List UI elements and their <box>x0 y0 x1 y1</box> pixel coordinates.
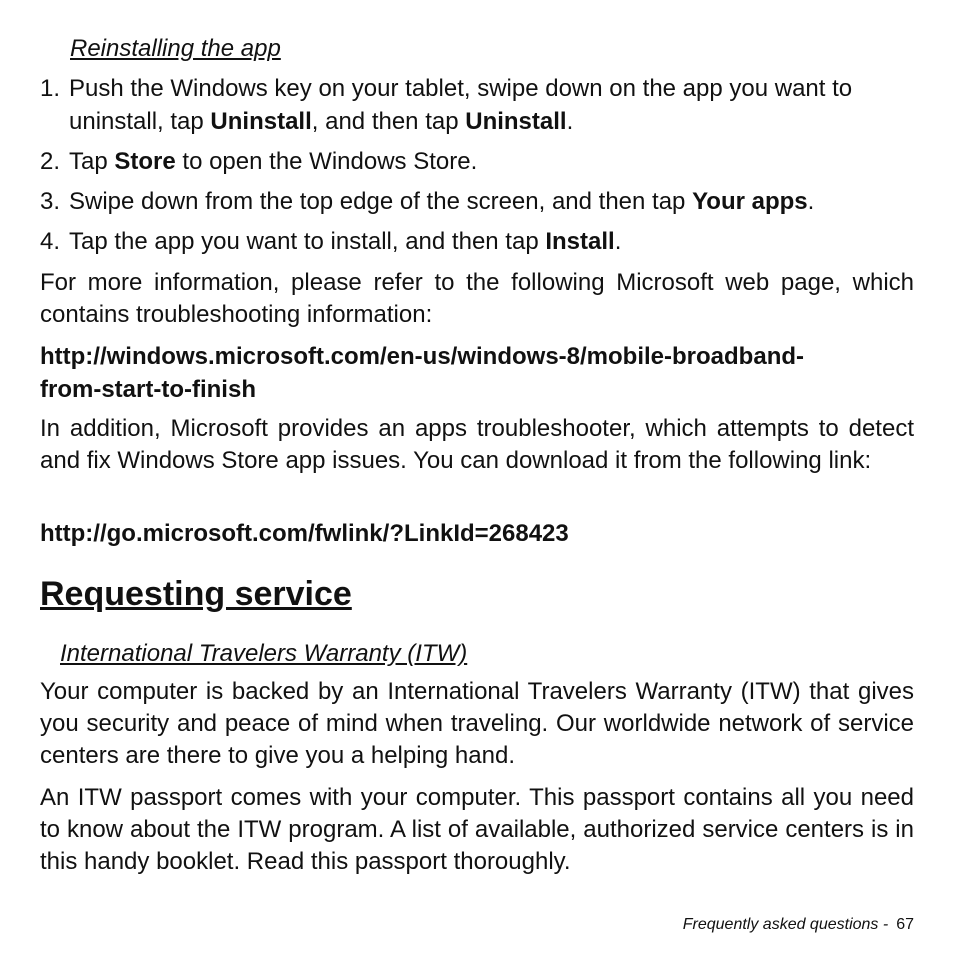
url-link-line-1[interactable]: http://windows.microsoft.com/en-us/windows-8/mobile-broadband- <box>40 343 805 370</box>
step-number: 1. <box>40 75 61 102</box>
step-text <box>69 185 914 218</box>
url-link-line-2[interactable]: from-start-to-finish <box>40 376 256 403</box>
step-text <box>69 225 914 258</box>
heading-block <box>40 574 914 614</box>
step-item <box>40 225 914 258</box>
step-ui-term: Your apps <box>692 188 808 215</box>
step-text-run: to open the Windows Store. <box>175 148 478 175</box>
page-number: 67 <box>896 916 914 933</box>
itw-paragraph-1: Your computer is backed by an International Travelers Warranty (ITW) that gives you security and peace of mind when traveling. Our worldwide network of service centers are there to give you a helping hand. <box>40 678 914 769</box>
page-heading: Requesting service <box>40 575 352 613</box>
subheading-itw: International Travelers Warranty (ITW) <box>60 640 468 667</box>
troubleshooter-block <box>40 413 914 477</box>
step-ui-term: Store <box>114 148 176 175</box>
reinstall-steps-list <box>40 72 914 265</box>
step-ui-term: Uninstall <box>210 108 312 135</box>
step-number: 3. <box>40 188 61 215</box>
more-info-block <box>40 267 914 331</box>
step-item <box>40 145 914 178</box>
url-block-1 <box>40 340 914 406</box>
step-text-run: Tap <box>69 148 115 175</box>
step-text-run: . <box>614 228 622 255</box>
url-block-2 <box>40 517 914 550</box>
step-text-run: . <box>566 108 574 135</box>
step-number: 4. <box>40 228 61 255</box>
step-ui-term: Install <box>545 228 615 255</box>
subheading-itw-block <box>60 638 934 670</box>
step-text-run: Swipe down from the top edge of the screen, and then tap <box>69 188 693 215</box>
itw-paragraph-2: An ITW passport comes with your computer. This passport contains all you need to know about the ITW program. A list of available, authorized service centers is in this handy booklet. Read this passport thoroughly. <box>40 784 914 875</box>
step-ui-term: Uninstall <box>465 108 567 135</box>
page-footer <box>683 916 914 934</box>
step-text-run: Tap the app you want to install, and then tap <box>69 228 546 255</box>
itw-paragraph-2-block <box>40 782 914 878</box>
step-text-run: Push the Windows key on your tablet, swipe down on the app you want to uninstall, tap <box>69 75 853 135</box>
troubleshooter-paragraph: In addition, Microsoft provides an apps troubleshooter, which attempts to detect and fix Windows Store app issues. You can download it from the following link: <box>40 415 914 474</box>
itw-paragraph-1-block <box>40 676 914 772</box>
more-info-paragraph: For more information, please refer to the following Microsoft web page, which contains troubleshooting information: <box>40 269 914 328</box>
footer-label: Frequently asked questions - <box>682 916 889 933</box>
step-text <box>69 72 914 138</box>
step-number: 2. <box>40 148 61 175</box>
step-item <box>40 72 914 138</box>
step-text-run: . <box>807 188 815 215</box>
subheading-reinstalling: Reinstalling the app <box>70 35 281 62</box>
step-item <box>40 185 914 218</box>
step-text <box>69 145 914 178</box>
step-text-run: , and then tap <box>311 108 466 135</box>
url-link-troubleshooter[interactable]: http://go.microsoft.com/fwlink/?LinkId=268423 <box>40 520 569 547</box>
